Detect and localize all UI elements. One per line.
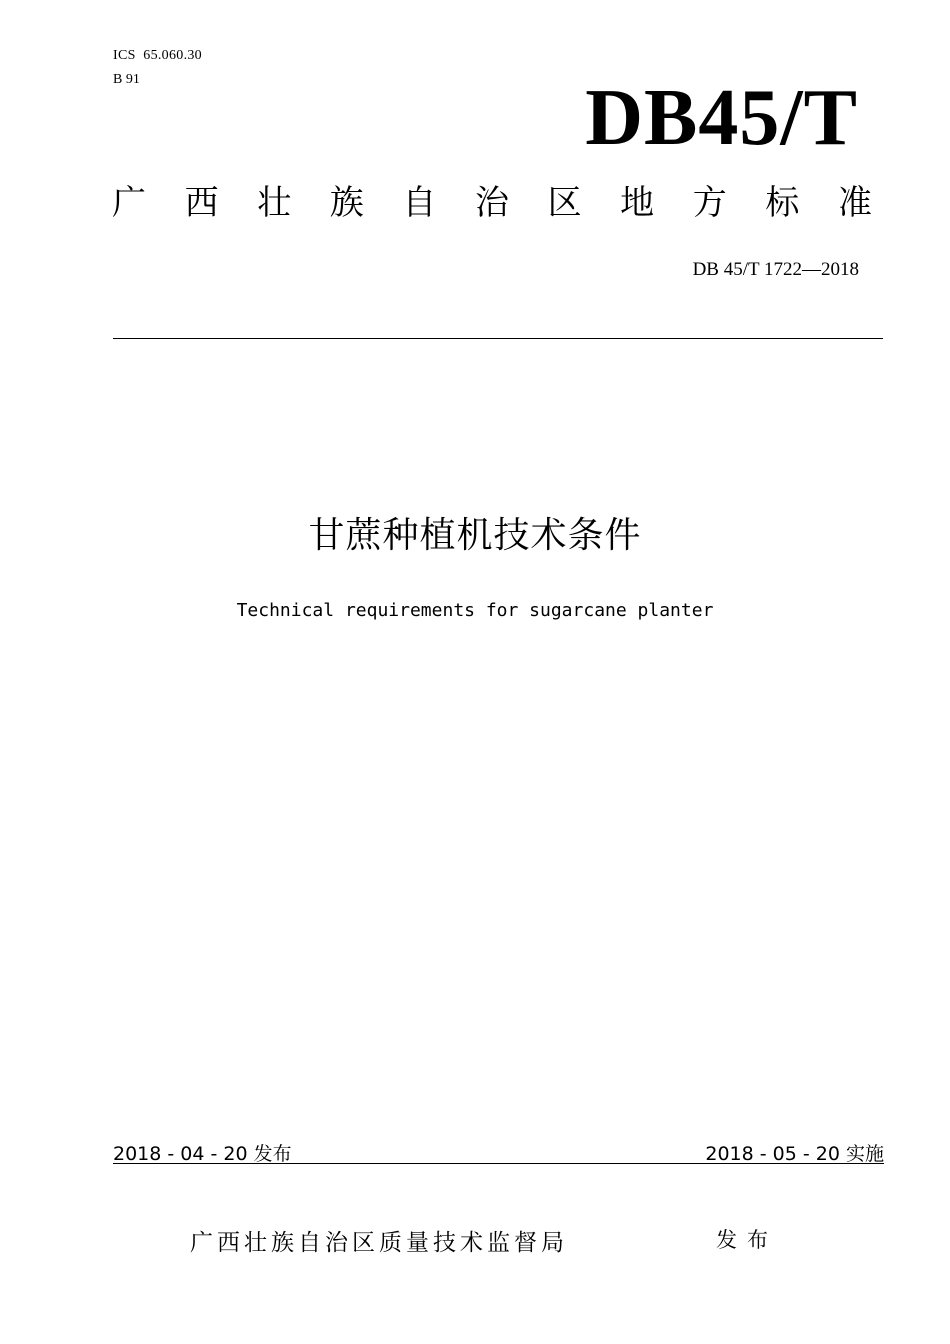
org-char: 区 (547, 183, 582, 223)
standard-mark: DB45/T (585, 74, 858, 162)
publisher-name: 广西壮族自治区质量技术监督局 (190, 1230, 568, 1256)
footer-divider (113, 1163, 884, 1164)
org-char: 标 (765, 183, 800, 223)
document-title-chinese: 甘蔗种植机技术条件 (308, 515, 642, 556)
issue-date: 2018 - 04 - 20 发布 (113, 1143, 292, 1165)
org-char: 族 (329, 183, 364, 223)
org-char: 准 (837, 183, 872, 223)
org-char: 方 (692, 183, 727, 223)
standard-number: DB 45/T 1722—2018 (692, 259, 859, 280)
org-char: 西 (184, 183, 219, 223)
org-char: 自 (402, 183, 437, 223)
implementation-date: 2018 - 05 - 20 实施 (705, 1143, 884, 1165)
publish-label: 发布 (716, 1228, 778, 1252)
standard-organization-title (112, 183, 872, 223)
org-char: 治 (474, 183, 509, 223)
org-char: 广 (112, 183, 146, 223)
org-char: 地 (620, 183, 655, 223)
document-title-english: Technical requirements for sugarcane planter (236, 600, 714, 621)
ccs-code: B 91 (113, 72, 140, 87)
header-divider (113, 338, 883, 339)
org-char: 壮 (257, 183, 292, 223)
ics-code: ICS 65.060.30 (113, 48, 202, 63)
